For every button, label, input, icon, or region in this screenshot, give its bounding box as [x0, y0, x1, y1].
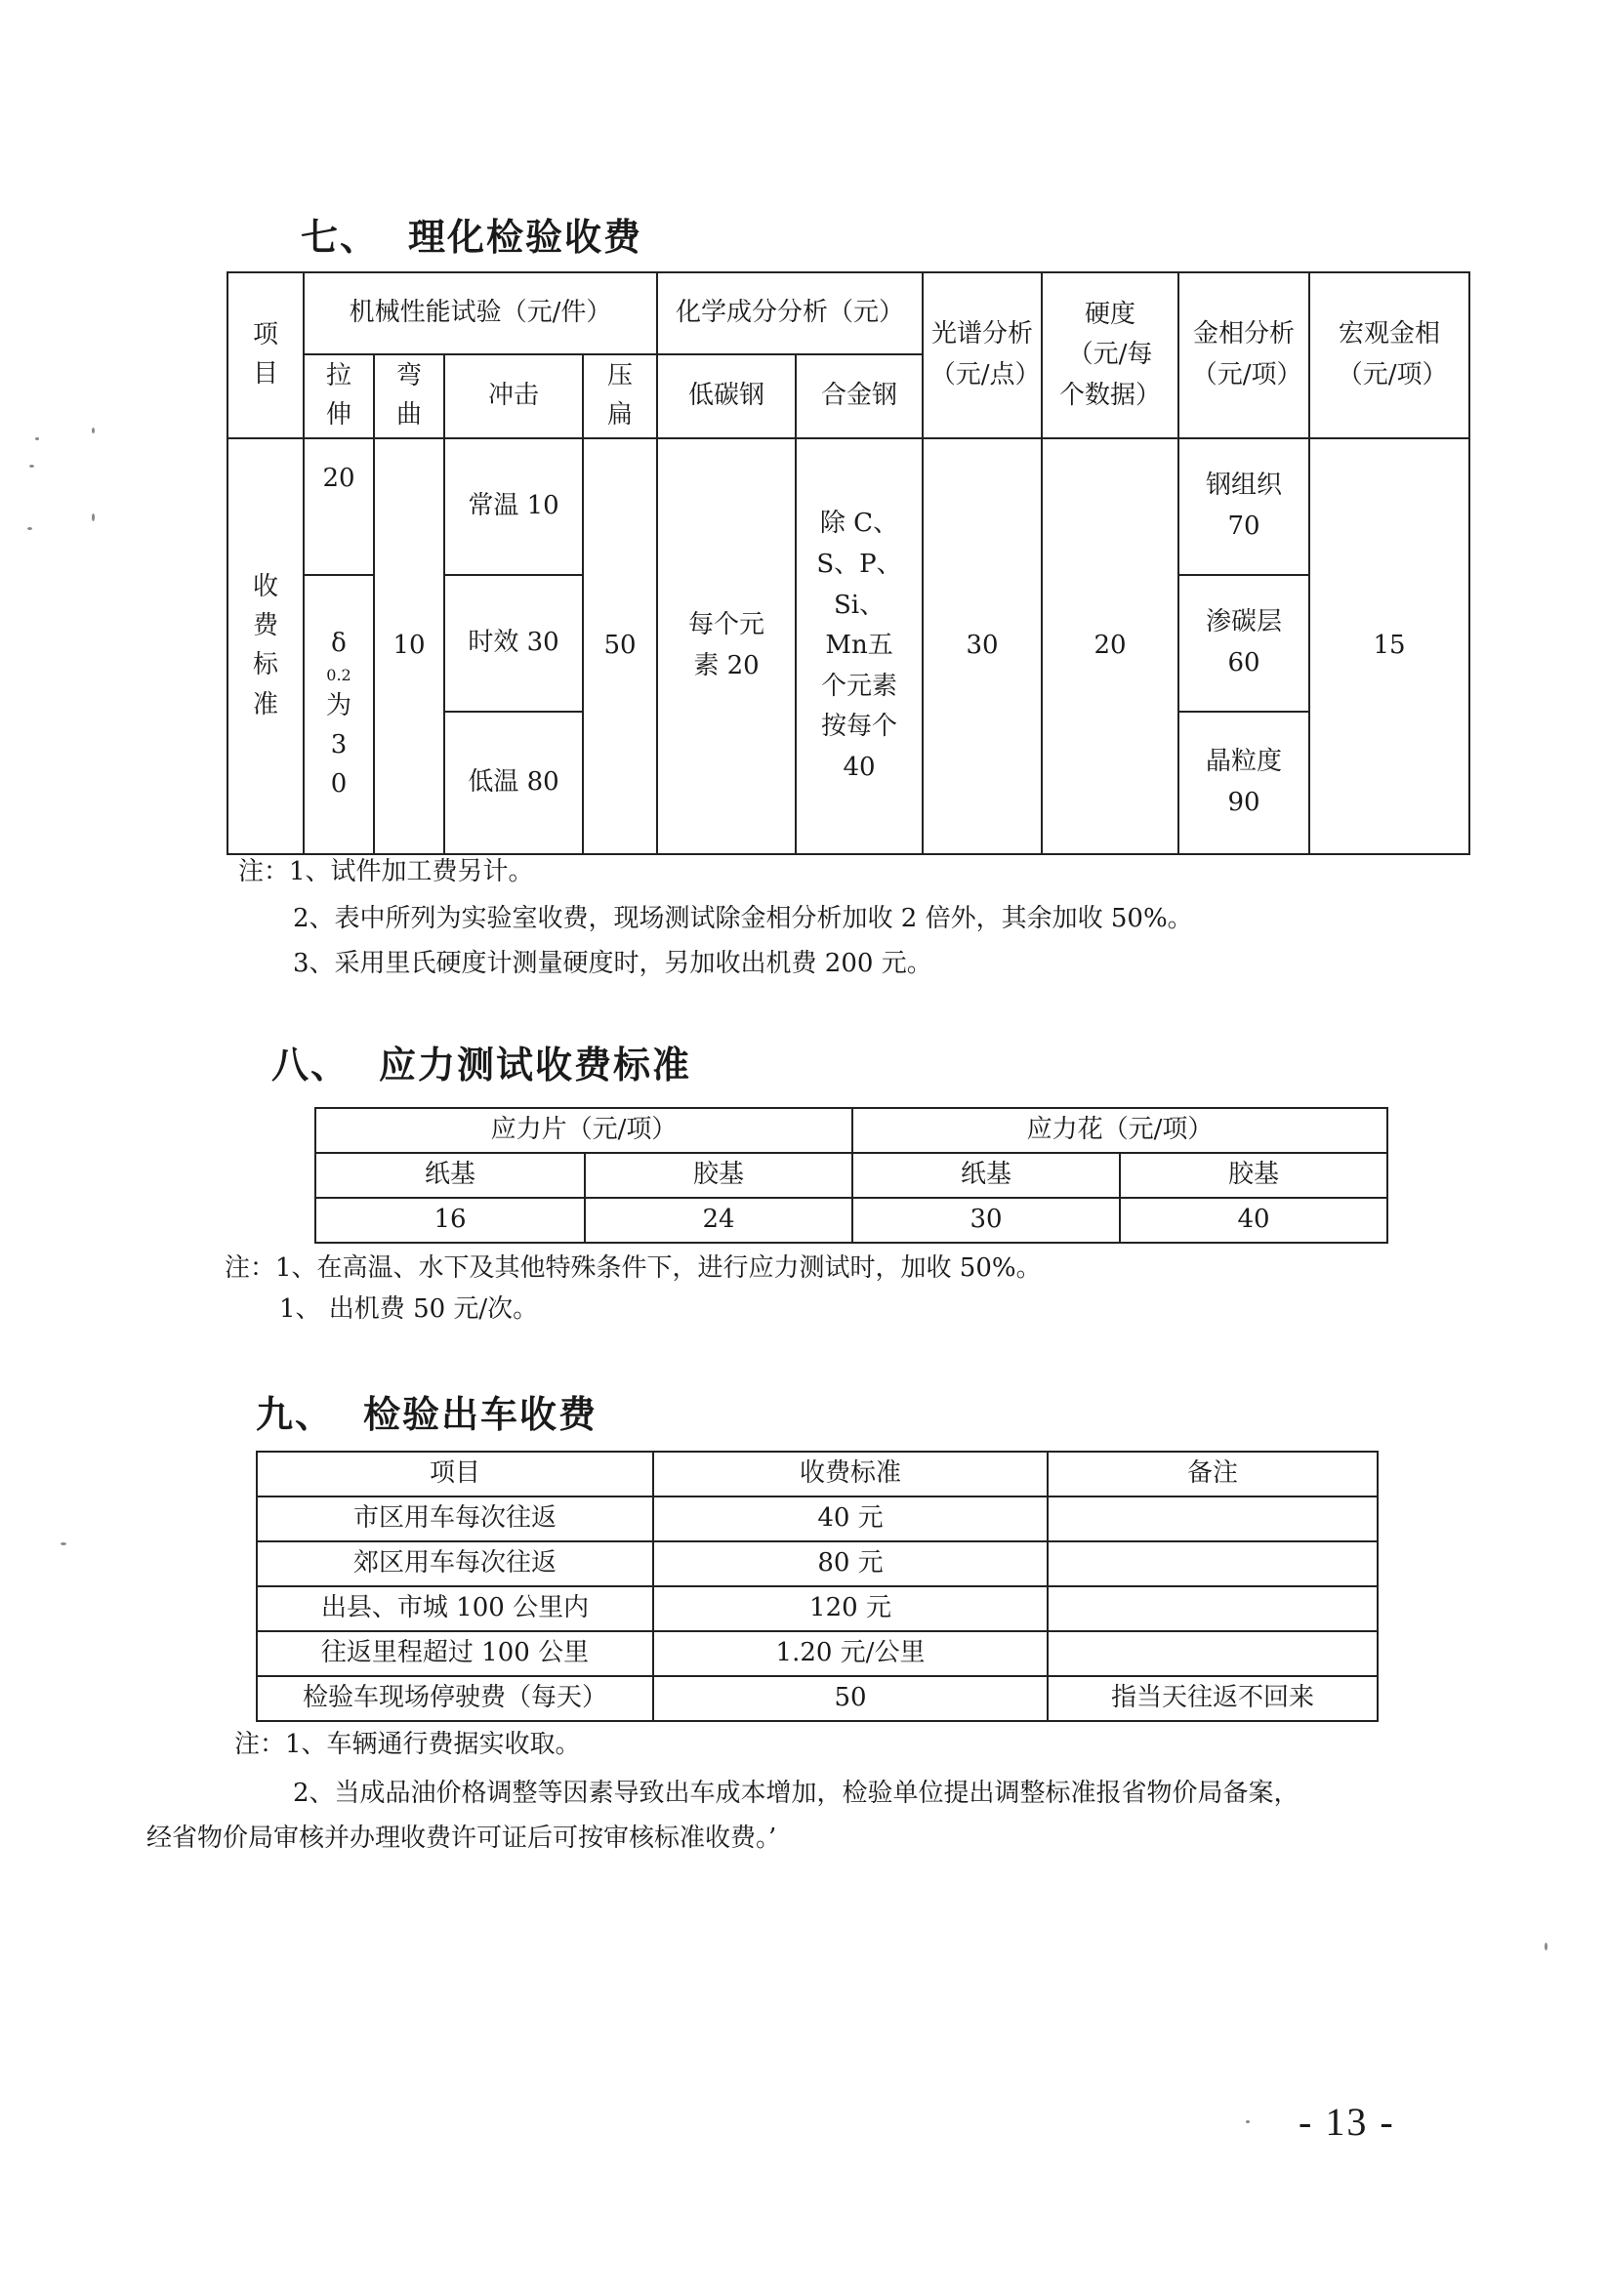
- vehicle-remark-cell: [1048, 1631, 1378, 1676]
- section7-number: 七、: [301, 215, 380, 259]
- steel-structure-cell: 钢组织70: [1178, 438, 1309, 575]
- scan-speck: [1545, 1943, 1547, 1950]
- flatten-header-cell: 压扁: [583, 354, 657, 438]
- vehicle-fee-header: 收费标准: [653, 1452, 1048, 1496]
- scan-speck: [61, 1542, 66, 1545]
- vehicle-fee-cell: 50: [653, 1676, 1048, 1721]
- vehicle-remark-cell: 指当天往返不回来: [1048, 1676, 1378, 1721]
- section9-heading: [256, 1384, 598, 1438]
- rosette-paper-value: 30: [852, 1198, 1120, 1243]
- scan-speck: [29, 465, 34, 468]
- tensile-value-cell: 20: [304, 438, 374, 575]
- stress-test-table: [314, 1107, 1388, 1244]
- section8-note-2: 1、 出机费 50 元/次。: [279, 1294, 539, 1324]
- vehicle-remark-cell: [1048, 1496, 1378, 1541]
- macro-value-cell: 15: [1309, 438, 1469, 854]
- alloy-value-cell: 除 C、S、P、Si、Mn五个元素按每个 40: [796, 438, 923, 854]
- table-row: [257, 1631, 1378, 1676]
- vehicle-item-cell: 市区用车每次往返: [257, 1496, 653, 1541]
- impact-low-temp-cell: 低温 80: [444, 712, 583, 854]
- vehicle-fee-cell: 40 元: [653, 1496, 1048, 1541]
- section7-note-1: 注：1、试件加工费另计。: [238, 857, 534, 886]
- section7-heading: [301, 207, 642, 261]
- section9-number: 九、: [256, 1392, 335, 1436]
- bend-value-cell: 10: [374, 438, 444, 854]
- rosette-glue-header: 胶基: [1120, 1153, 1387, 1198]
- vehicle-remark-header: 备注: [1048, 1452, 1378, 1496]
- delta-symbol: δ: [331, 628, 347, 658]
- section8-note-1: 注：1、在高温、水下及其他特殊条件下，进行应力测试时，加收 50%。: [225, 1253, 1042, 1283]
- vehicle-fee-cell: 1.20 元/公里: [653, 1631, 1048, 1676]
- table-row: [257, 1541, 1378, 1586]
- vehicle-fee-cell: 80 元: [653, 1541, 1048, 1586]
- strain-rosette-header: 应力花（元/项）: [852, 1108, 1387, 1153]
- impact-aging-cell: 时效 30: [444, 575, 583, 712]
- impact-header-cell: 冲击: [444, 354, 583, 438]
- gauge-glue-header: 胶基: [585, 1153, 852, 1198]
- table-row: [257, 1496, 1378, 1541]
- mech-header-cell: 机械性能试验（元/件）: [304, 272, 657, 354]
- item-header-cell: 项目: [227, 272, 304, 438]
- chem-header-cell: 化学成分分析（元）: [657, 272, 923, 354]
- section8-title: 应力测试收费标准: [379, 1043, 692, 1086]
- vehicle-item-header: 项目: [257, 1452, 653, 1496]
- section9-note-1: 注：1、车辆通行费据实收取。: [234, 1730, 581, 1759]
- section9-note-2: 2、当成品油价格调整等因素导致出车成本增加，检验单位提出调整标准报省物价局备案，: [293, 1779, 1300, 1808]
- section7-note-2: 2、表中所列为实验室收费，现场测试除金相分析加收 2 倍外，其余加收 50%。: [293, 904, 1193, 933]
- spectrum-value-cell: 30: [923, 438, 1042, 854]
- vehicle-item-cell: 郊区用车每次往返: [257, 1541, 653, 1586]
- alloy-header-cell: 合金钢: [796, 354, 923, 438]
- impact-room-temp-cell: 常温 10: [444, 438, 583, 575]
- tensile-delta-cell: [304, 575, 374, 854]
- grain-size-cell: 晶粒度90: [1178, 712, 1309, 854]
- section9-title: 检验出车收费: [363, 1392, 598, 1436]
- table-row: [257, 1676, 1378, 1721]
- fee-standard-label-cell: 收费标准: [227, 438, 304, 854]
- rosette-glue-value: 40: [1120, 1198, 1387, 1243]
- section9-note-3: 经省物价局审核并办理收费许可证后可按审核标准收费。’: [146, 1824, 777, 1853]
- rosette-paper-header: 纸基: [852, 1153, 1120, 1198]
- low-carbon-header-cell: 低碳钢: [657, 354, 796, 438]
- vehicle-remark-cell: [1048, 1541, 1378, 1586]
- bend-header-cell: 弯曲: [374, 354, 444, 438]
- low-carbon-value-cell: 每个元素 20: [657, 438, 796, 854]
- scan-speck: [27, 527, 32, 530]
- page-number: - 13 -: [1299, 2100, 1395, 2144]
- tensile-header-cell: 拉伸: [304, 354, 374, 438]
- macro-header-cell: 宏观金相（元/项）: [1309, 272, 1469, 438]
- vehicle-item-cell: 出县、市城 100 公里内: [257, 1586, 653, 1631]
- section7-note-3: 3、采用里氏硬度计测量硬度时，另加收出机费 200 元。: [293, 949, 932, 978]
- section8-number: 八、: [271, 1043, 351, 1086]
- table-row: [257, 1586, 1378, 1631]
- strain-gauge-header: 应力片（元/项）: [315, 1108, 852, 1153]
- section7-title: 理化检验收费: [408, 215, 643, 259]
- vehicle-fee-table: [256, 1451, 1379, 1722]
- hardness-header-cell: 硬度（元/每个数据）: [1042, 272, 1178, 438]
- vehicle-item-cell: 检验车现场停驶费（每天）: [257, 1676, 653, 1721]
- gauge-paper-value: 16: [315, 1198, 585, 1243]
- delta-subscript: 0.2: [326, 665, 351, 684]
- spectrum-header-cell: 光谱分析（元/点）: [923, 272, 1042, 438]
- gauge-glue-value: 24: [585, 1198, 852, 1243]
- carburized-layer-cell: 渗碳层60: [1178, 575, 1309, 712]
- scan-speck: [92, 513, 95, 521]
- scan-speck: [1246, 2120, 1250, 2123]
- inspection-fee-table: [227, 271, 1470, 855]
- hardness-value-cell: 20: [1042, 438, 1178, 854]
- scan-speck: [92, 428, 95, 433]
- vehicle-item-cell: 往返里程超过 100 公里: [257, 1631, 653, 1676]
- gauge-paper-header: 纸基: [315, 1153, 585, 1198]
- flatten-value-cell: 50: [583, 438, 657, 854]
- metallo-header-cell: 金相分析（元/项）: [1178, 272, 1309, 438]
- delta-value: 为30: [325, 690, 351, 800]
- section8-heading: [271, 1035, 691, 1088]
- vehicle-fee-cell: 120 元: [653, 1586, 1048, 1631]
- vehicle-remark-cell: [1048, 1586, 1378, 1631]
- scan-speck: [35, 437, 39, 440]
